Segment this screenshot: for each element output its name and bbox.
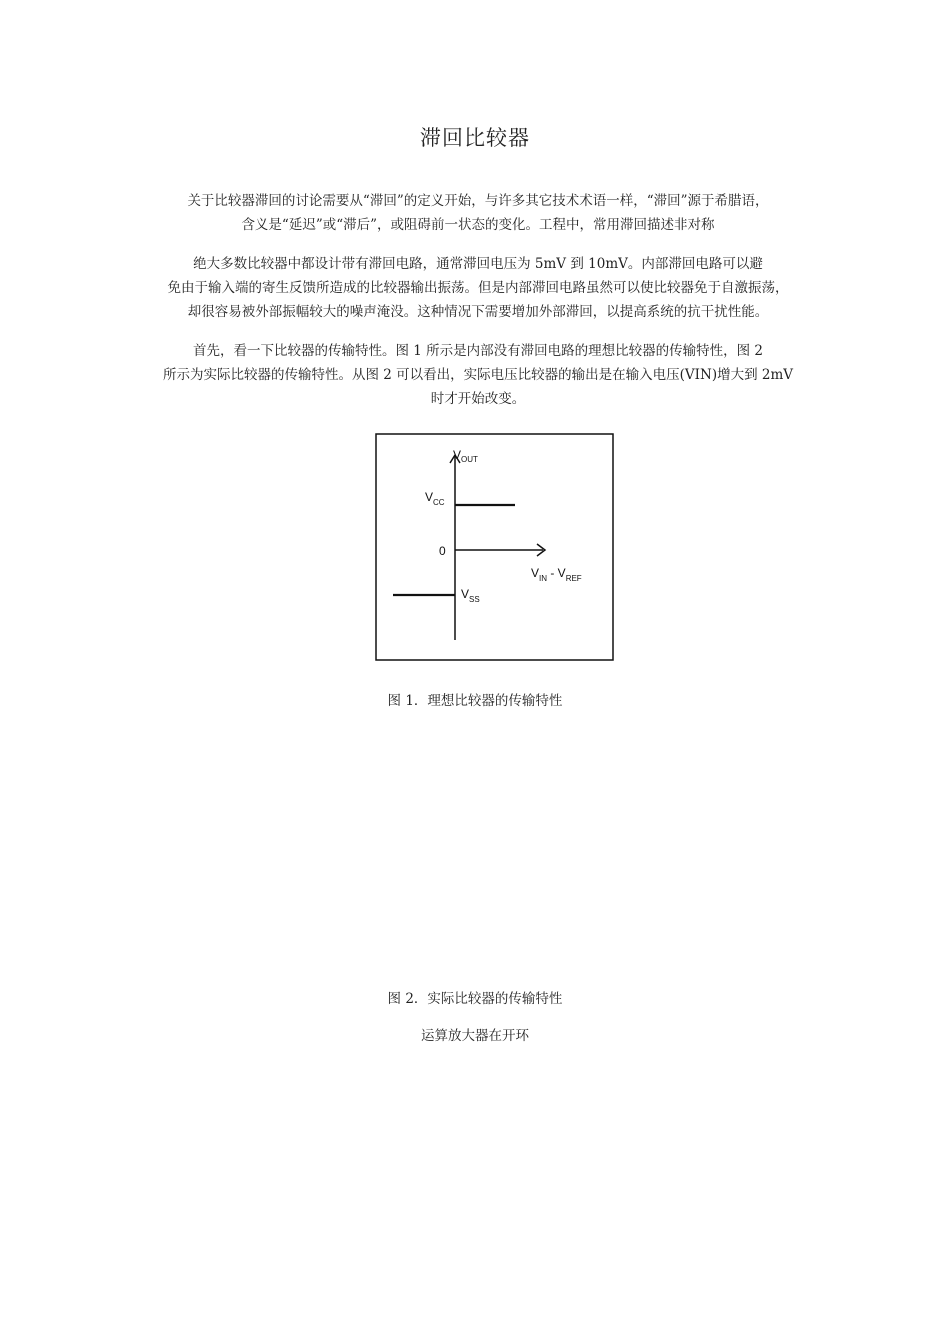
x-axis-label: $V_{IN} - V_{REF}$ bbox=[531, 566, 582, 583]
figure-frame bbox=[376, 434, 613, 660]
paragraph-internal-hysteresis bbox=[148, 252, 808, 324]
paragraph-line: 含义是“延迟”或“滞后”，或阻碍前一状态的变化。工程中，常用滞回描述非对称 bbox=[241, 217, 715, 233]
paragraph-line: 首先，看一下比较器的传输特性。图 1 所示是内部没有滞回电路的理想比较器的传输特性，图 2 bbox=[192, 343, 764, 359]
paragraph-line: 时才开始改变。 bbox=[430, 391, 526, 407]
zero-label: 0 bbox=[439, 544, 446, 558]
figure-1-ideal-comparator bbox=[375, 433, 614, 662]
paragraph-line: 所示为实际比较器的传输特性。从图 2 可以看出，实际电压比较器的输出是在输入电压(VIN)增大到 2mV bbox=[162, 367, 794, 383]
paragraph-line: 免由于输入端的寄生反馈所造成的比较器输出振荡。但是内部滞回电路虽然可以使比较器免于自激振荡， bbox=[167, 280, 789, 296]
paragraph-line: 却很容易被外部振幅较大的噪声淹没。这种情况下需要增加外部滞回，以提高系统的抗干扰性能。 bbox=[187, 304, 769, 320]
vss-label: $V_{SS}$ bbox=[461, 587, 480, 604]
paragraph-transfer-characteristics bbox=[148, 339, 808, 411]
vcc-label: $V_{CC}$ bbox=[425, 490, 445, 507]
page-title: 滞回比较器 bbox=[420, 126, 530, 150]
paragraph-intro bbox=[148, 189, 808, 237]
figure-1-diagram bbox=[375, 433, 614, 662]
paragraph-line: 关于比较器滞回的讨论需要从“滞回”的定义开始，与许多其它技术术语一样，“滞回”源于希腊语， bbox=[187, 193, 769, 209]
trailing-text: 运算放大器在开环 bbox=[421, 1028, 529, 1044]
paragraph-line: 绝大多数比较器中都设计带有滞回电路，通常滞回电压为 5mV 到 10mV。内部滞回电路可以避 bbox=[193, 256, 763, 272]
figure-1-caption: 图 1．理想比较器的传输特性 bbox=[387, 693, 563, 709]
vout-label: $V_{OUT}$ bbox=[453, 448, 478, 464]
figure-2-caption: 图 2．实际比较器的传输特性 bbox=[387, 991, 563, 1007]
